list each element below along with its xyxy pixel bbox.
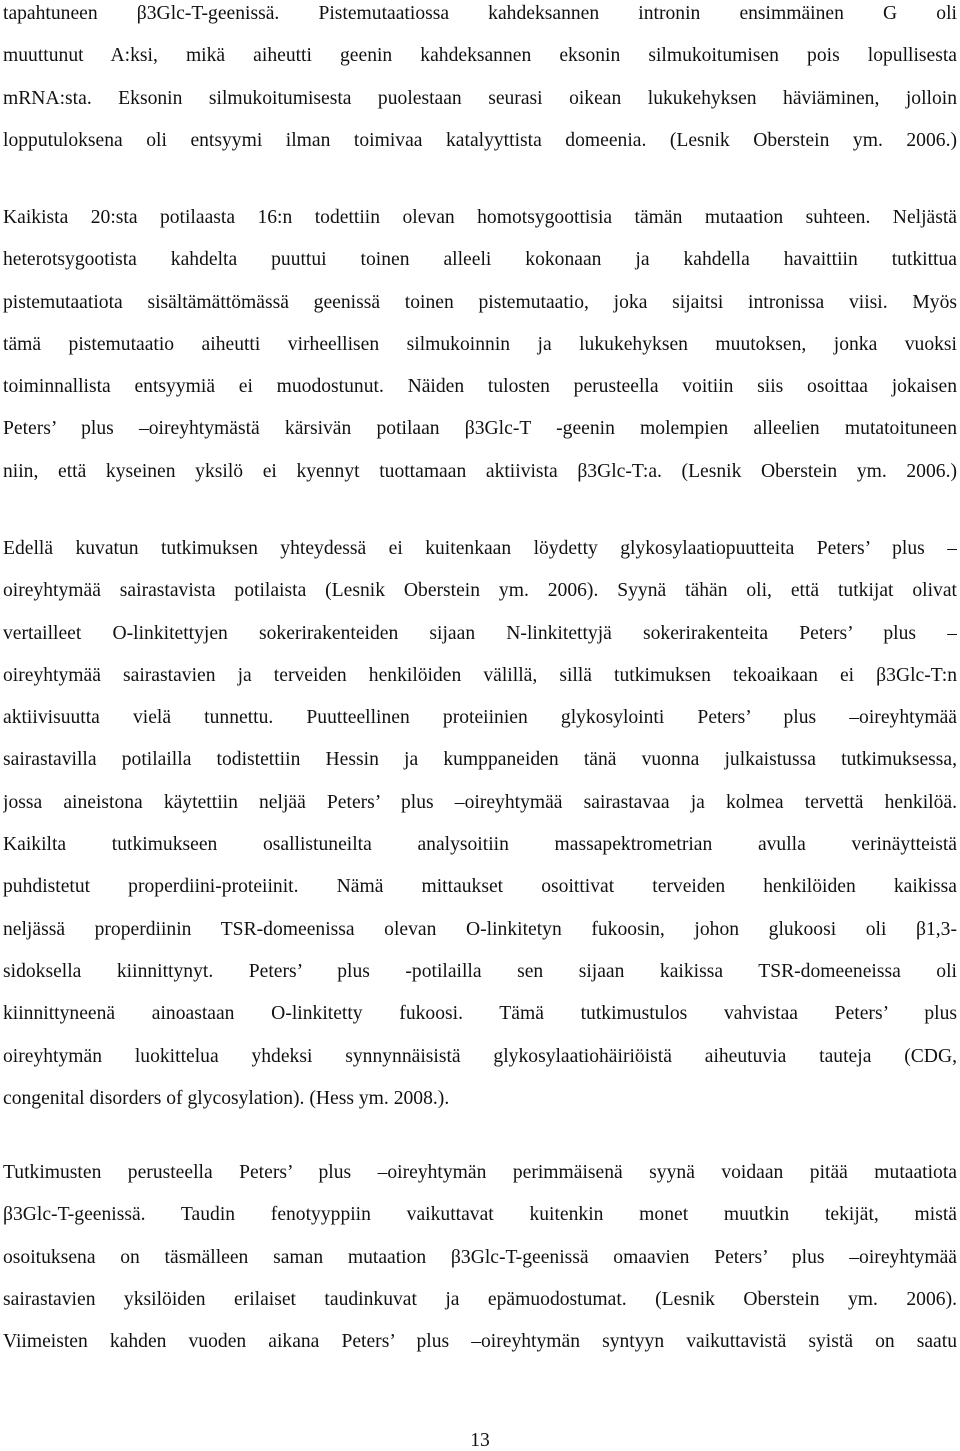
text-line: tapahtuneen β3Glc-T-geenissä. Pistemutaatiossa kahdeksannen intronin ensimmäinen G oli [3, 3, 957, 24]
text-line: Kaikista 20:sta potilaasta 16:n todettiin olevan homotsygoottisia tämän mutaation suhteen. Neljästä [3, 207, 957, 228]
paragraph-4 [3, 1152, 957, 1363]
text-line: oireyhtymän luokittelua yhdeksi synnynnäisistä glykosylaatiohäiriöistä aiheutuvia tauteja (CDG, [3, 1045, 957, 1067]
text-line: vertailleet O-linkitettyjen sokerirakenteiden sijaan N-linkitettyjä sokerirakenteita Peters’ plus – [3, 622, 957, 644]
paragraph-2 [3, 197, 957, 493]
text-line: Edellä kuvatun tutkimuksen yhteydessä ei kuitenkaan löydetty glykosylaatiopuutteita Peters’ plus – [3, 538, 957, 559]
text-line: puhdistetut properdiini-proteiinit. Nämä mittaukset osoittivat terveiden henkilöiden kaikissa [3, 876, 957, 898]
text-line: kiinnittyneenä ainoastaan O-linkitetty fukoosi. Tämä tutkimustulos vahvistaa Peters’ plus [3, 1003, 957, 1025]
text-line: heterotsygootista kahdelta puuttui toinen alleeli kokonaan ja kahdella havaittiin tutkittua [3, 249, 957, 271]
text-line: oireyhtymää sairastavien ja terveiden henkilöiden välillä, sillä tutkimuksen tekoaikaan ei β3Glc-T:n [3, 664, 957, 686]
text-line: niin, että kyseinen yksilö ei kyennyt tuottamaan aktiivista β3Glc-T:a. (Lesnik Oberstein ym. 2006.) [3, 460, 957, 482]
text-line: Kaikilta tutkimukseen osallistuneilta analysoitiin massapektrometrian avulla verinäytteistä [3, 834, 957, 856]
text-line: muuttunut A:ksi, mikä aiheutti geenin kahdeksannen eksonin silmukoitumisen pois lopullisesta [3, 45, 957, 67]
text-line: pistemutaatiota sisältämättömässä geenissä toinen pistemutaatio, joka sijaitsi intronissa viisi. Myös [3, 291, 957, 313]
text-line: jossa aineistona käytettiin neljää Peters’ plus –oireyhtymää sairastavaa ja kolmea tervettä henkilöä. [3, 791, 957, 813]
text-line: lopputuloksena oli entsyymi ilman toimivaa katalyyttista domeenia. (Lesnik Oberstein ym. 2006.) [3, 129, 957, 151]
page-number: 13 [470, 1430, 490, 1451]
paragraph-3 [3, 528, 957, 1120]
text-line: osoituksena on täsmälleen saman mutaation β3Glc-T-geenissä omaavien Peters’ plus –oireyhtymää [3, 1246, 957, 1268]
text-line: oireyhtymää sairastavista potilaista (Lesnik Oberstein ym. 2006). Syynä tähän oli, että tutkijat olivat [3, 580, 957, 602]
text-line: Peters’ plus –oireyhtymästä kärsivän potilaan β3Glc-T -geenin molempien alleelien mutatoituneen [3, 418, 957, 440]
paragraph-1 [3, 0, 957, 162]
text-line: sairastavilla potilailla todistettiin Hessin ja kumppaneiden tänä vuonna julkaistussa tutkimuksessa, [3, 749, 957, 771]
text-line: Viimeisten kahden vuoden aikana Peters’ plus –oireyhtymän syntyyn vaikuttavistä syistä on saatu [3, 1331, 957, 1353]
text-line: congenital disorders of glycosylation). (Hess ym. 2008.). [3, 1087, 450, 1109]
text-line: sidoksella kiinnittynyt. Peters’ plus -potilailla sen sijaan kaikissa TSR-domeeneissa oli [3, 960, 957, 982]
text-line: sairastavien yksilöiden erilaiset taudinkuvat ja epämuodostumat. (Lesnik Oberstein ym. 2006). [3, 1288, 957, 1310]
text-line: Tutkimusten perusteella Peters’ plus –oireyhtymän perimmäisenä syynä voidaan pitää mutaatiota [3, 1162, 957, 1183]
text-line: β3Glc-T-geenissä. Taudin fenotyyppiin vaikuttavat kuitenkin monet muutkin tekijät, mistä [3, 1204, 957, 1226]
text-line: toiminnallista entsyymiä ei muodostunut. Näiden tulosten perusteella voitiin siis osoittaa jokaisen [3, 376, 957, 398]
text-line: aktiivisuutta vielä tunnettu. Puutteellinen proteiinien glykosylointi Peters’ plus –oireyhtymää [3, 707, 957, 729]
text-line: tämä pistemutaatio aiheutti virheellisen silmukoinnin ja lukukehyksen muutoksen, jonka vuoksi [3, 333, 957, 355]
text-line: neljässä properdiinin TSR-domeenissa olevan O-linkitetyn fukoosin, johon glukoosi oli β1,3- [3, 918, 957, 940]
text-line: mRNA:sta. Eksonin silmukoitumisesta puolestaan seurasi oikean lukukehyksen häviäminen, jolloin [3, 87, 957, 109]
